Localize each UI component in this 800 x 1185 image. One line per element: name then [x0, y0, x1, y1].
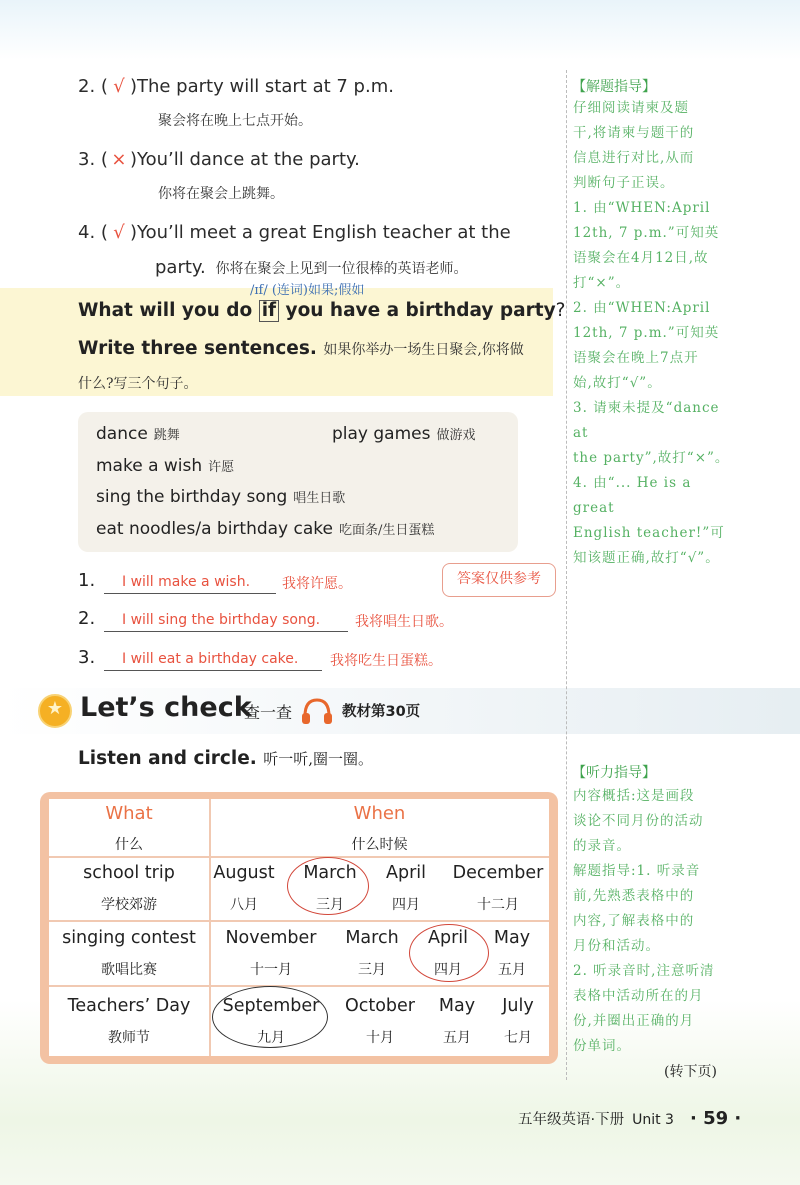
answer-number: 2. — [78, 608, 96, 629]
listen-instruction — [78, 748, 373, 769]
month-cell: September — [222, 996, 320, 1016]
question-text: you have a birthday party — [279, 300, 556, 321]
activity-zh: 学校郊游 — [101, 897, 157, 913]
writing-question — [78, 300, 566, 322]
header-what: What — [105, 803, 153, 824]
month-zh: 三月 — [316, 897, 344, 913]
activity-cell: Teachers’ Day — [67, 996, 191, 1016]
question-text: What will you do — [78, 300, 259, 321]
answer-number: 3. — [78, 647, 96, 668]
answer-line: I will sing the birthday song. — [104, 610, 348, 632]
question-mark: ? — [555, 300, 566, 321]
month-cell: April — [428, 928, 468, 948]
table-divider — [49, 985, 549, 987]
item-sentence: You’ll meet a great English teacher at the — [136, 222, 511, 243]
answer-line: I will make a wish. — [104, 572, 276, 594]
answer-zh: 我将唱生日歌。 — [355, 614, 453, 630]
month-cell: July — [502, 996, 534, 1016]
item-number: 4. — [78, 222, 96, 243]
star-badge-icon: ★ — [38, 694, 72, 728]
month-zh: 五月 — [498, 962, 526, 978]
check-mark: √ — [113, 76, 125, 97]
check-mark: √ — [113, 222, 125, 243]
word-bank-item: sing the birthday song 唱生日歌 — [96, 487, 346, 507]
answer-circle — [212, 986, 328, 1048]
section-title: Let’s check — [80, 692, 252, 723]
side-notes-reading: 仔细阅读请柬及题 干,将请柬与题干的 信息进行对比,从而 判断句子正误。 1. 由“WHEN:April 12th, 7 p.m.”可知英 语聚会在4月12日,故 打“×”。 2. 由“WHEN:April 12th, 7 p.m.”可知英 语聚会在晚上7点开 始,故打“√”。 3. 请柬未提及“dance at the party”,故打“×”。 4. 由“... He is a great English teacher!”可 知该题正确,故打“√”。 — [573, 100, 730, 566]
item-sentence: The party will start at 7 p.m. — [136, 76, 394, 97]
month-cell: November — [225, 928, 317, 948]
item-translation: 你将在聚会上见到一位很棒的英语老师。 — [215, 261, 468, 277]
word-bank-item: eat noodles/a birthday cake 吃面条/生日蛋糕 — [96, 519, 435, 539]
instruction-zh: 如果你举办一场生日聚会,你将做 — [323, 342, 524, 358]
page-footer — [518, 1108, 741, 1129]
month-zh: 七月 — [504, 1030, 532, 1046]
activity-cell: singing contest — [62, 928, 196, 948]
header-what-zh: 什么 — [115, 837, 143, 853]
side-divider — [566, 70, 567, 1080]
textbook-page-ref: 教材第30页 — [342, 704, 421, 720]
word-bank-item: play games 做游戏 — [332, 424, 476, 444]
cross-mark: × — [111, 149, 127, 170]
if-note: /ɪf/ (连词)如果;假如 — [250, 283, 365, 298]
month-zh: 十二月 — [477, 897, 519, 913]
answer-number: 1. — [78, 570, 96, 591]
month-zh: 十月 — [366, 1030, 394, 1046]
item-number: 3. — [78, 149, 96, 170]
judge-item-4: 4. ( √ )You’ll meet a great English teacher at the — [78, 222, 511, 243]
month-cell: May — [493, 928, 531, 948]
answer-circle — [287, 857, 369, 915]
header-when: When — [353, 803, 406, 824]
answer-circle — [409, 924, 489, 982]
item-sentence-tail: party. — [155, 257, 206, 278]
page-number: · 59 · — [689, 1108, 742, 1129]
item-translation: 聚会将在晚上七点开始。 — [158, 113, 312, 129]
instruction-zh-cont: 什么?写三个句子。 — [78, 376, 198, 392]
month-zh: 十一月 — [250, 962, 292, 978]
answer-line: I will eat a birthday cake. — [104, 649, 322, 671]
item-sentence: You’ll dance at the party. — [136, 149, 360, 170]
month-zh: 三月 — [358, 962, 386, 978]
month-zh: 五月 — [443, 1030, 471, 1046]
instruction-zh: 听一听,圈一圈。 — [263, 750, 374, 768]
activity-cell: school trip — [83, 863, 175, 883]
month-zh: 四月 — [392, 897, 420, 913]
writing-instruction — [78, 338, 524, 359]
section-subtitle: 查一查 — [244, 703, 293, 722]
headphones-icon — [300, 696, 334, 726]
answer-zh: 我将许愿。 — [282, 576, 352, 592]
side-heading: 【解题指导】 — [572, 79, 656, 95]
instruction-text: Write three sentences. — [78, 338, 317, 359]
activity-zh: 歌唱比赛 — [101, 962, 157, 978]
month-cell: May — [438, 996, 476, 1016]
header-when-zh: 什么时候 — [351, 837, 408, 853]
word-bank-item: dance 跳舞 — [96, 424, 180, 444]
unit-label: Unit 3 — [632, 1112, 674, 1128]
table-divider — [49, 920, 549, 922]
month-cell: August — [213, 863, 275, 883]
answer-zh: 我将吃生日蛋糕。 — [330, 653, 442, 669]
month-zh: 八月 — [230, 897, 258, 913]
month-cell: April — [386, 863, 426, 883]
month-zh: 九月 — [257, 1030, 285, 1046]
side-notes-listening: 内容概括:这是画段 谈论不同月份的活动 的录音。 解题指导:1. 听录音 前,先熟悉表格中的 内容,了解表格中的 月份和活动。 2. 听录音时,注意听清 表格中活动所在的月 份,并圈出正确的月 份单词。 — [573, 788, 715, 1054]
month-cell: March — [303, 863, 357, 883]
continue-note: (转下页) — [664, 1064, 717, 1080]
item-translation: 你将在聚会上跳舞。 — [158, 186, 284, 202]
month-cell: December — [452, 863, 544, 883]
judge-item-3: 3. ( × )You’ll dance at the party. — [78, 149, 360, 170]
item-sentence-cont — [155, 257, 467, 278]
side-heading: 【听力指导】 — [572, 765, 656, 781]
month-cell: March — [345, 928, 399, 948]
word-bank-item: make a wish 许愿 — [96, 456, 235, 476]
instruction-text: Listen and circle. — [78, 748, 257, 769]
reference-tag: 答案仅供参考 — [442, 563, 556, 597]
judge-item-2: 2. ( √ )The party will start at 7 p.m. — [78, 76, 394, 97]
book-title: 五年级英语·下册 — [518, 1112, 625, 1128]
activity-zh: 教师节 — [108, 1030, 150, 1046]
month-zh: 四月 — [434, 962, 462, 978]
boxed-word: if — [259, 300, 279, 322]
month-cell: October — [344, 996, 416, 1016]
table-divider — [49, 856, 549, 858]
item-number: 2. — [78, 76, 96, 97]
